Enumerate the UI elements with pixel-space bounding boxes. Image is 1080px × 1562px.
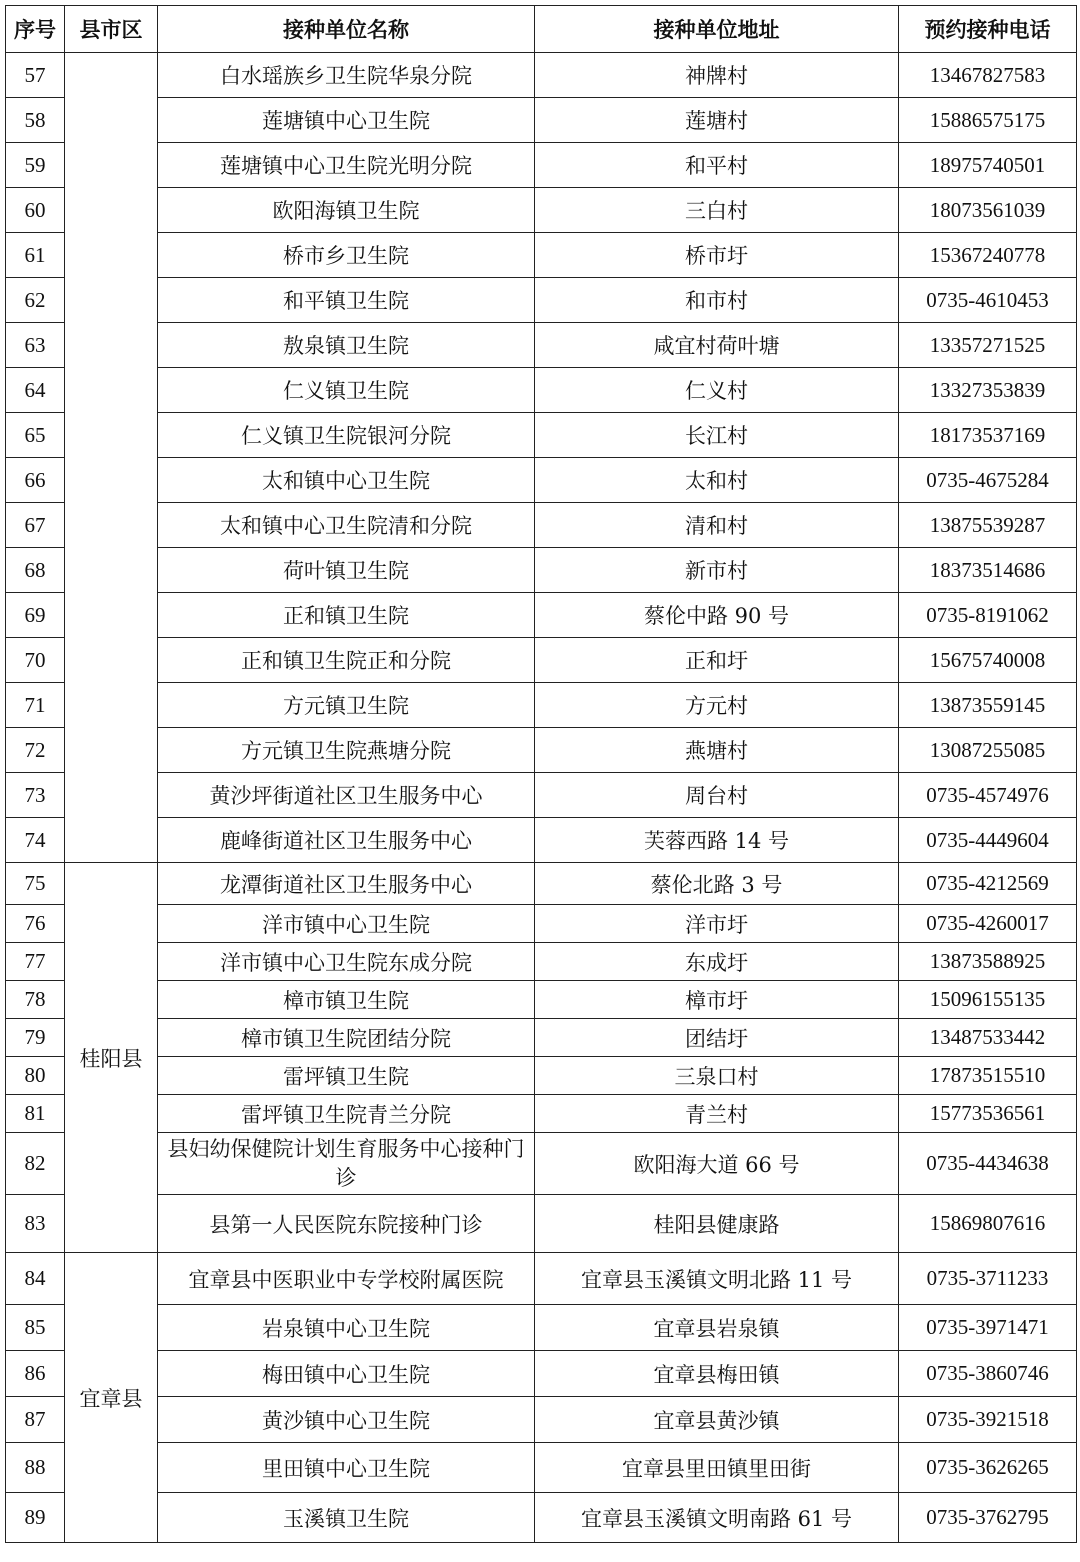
row-seq-cell: 84 [6,1253,65,1305]
county-cell [65,53,158,863]
row-seq-cell: 70 [6,638,65,683]
site-address-cell: 蔡伦中路 90 号 [535,593,899,638]
site-address-cell: 长江村 [535,413,899,458]
phone-cell: 15869807616 [899,1195,1077,1253]
site-name-cell: 洋市镇中心卫生院东成分院 [158,943,535,981]
phone-cell: 0735-3762795 [899,1493,1077,1543]
phone-cell: 0735-8191062 [899,593,1077,638]
site-name-cell: 里田镇中心卫生院 [158,1443,535,1493]
table-row [6,413,1077,458]
site-name-cell: 鹿峰街道社区卫生服务中心 [158,818,535,863]
table-row [6,53,1077,98]
site-name-cell: 白水瑶族乡卫生院华泉分院 [158,53,535,98]
phone-cell: 18975740501 [899,143,1077,188]
site-name-cell: 荷叶镇卫生院 [158,548,535,593]
site-name-cell: 县妇幼保健院计划生育服务中心接种门诊 [158,1133,535,1195]
site-address-cell: 三泉口村 [535,1057,899,1095]
row-seq-cell: 87 [6,1397,65,1443]
phone-cell: 13467827583 [899,53,1077,98]
table-row [6,143,1077,188]
table-row [6,233,1077,278]
site-address-cell: 咸宜村荷叶塘 [535,323,899,368]
phone-cell: 0735-4449604 [899,818,1077,863]
site-address-cell: 仁义村 [535,368,899,413]
site-name-cell: 和平镇卫生院 [158,278,535,323]
site-name-cell: 仁义镇卫生院银河分院 [158,413,535,458]
table-row [6,818,1077,863]
header-site-name: 接种单位名称 [158,6,535,53]
row-seq-cell: 89 [6,1493,65,1543]
row-seq-cell: 83 [6,1195,65,1253]
site-name-cell: 欧阳海镇卫生院 [158,188,535,233]
site-name-cell: 方元镇卫生院 [158,683,535,728]
site-name-cell: 正和镇卫生院正和分院 [158,638,535,683]
site-address-cell: 和平村 [535,143,899,188]
row-seq-cell: 63 [6,323,65,368]
row-seq-cell: 76 [6,905,65,943]
phone-cell: 15675740008 [899,638,1077,683]
table-row [6,368,1077,413]
site-address-cell: 宜章县玉溪镇文明南路 61 号 [535,1493,899,1543]
phone-cell: 15367240778 [899,233,1077,278]
phone-cell: 0735-4434638 [899,1133,1077,1195]
phone-cell: 0735-3921518 [899,1397,1077,1443]
site-address-cell: 桥市圩 [535,233,899,278]
row-seq-cell: 59 [6,143,65,188]
row-seq-cell: 78 [6,981,65,1019]
row-seq-cell: 62 [6,278,65,323]
site-name-cell: 黄沙镇中心卫生院 [158,1397,535,1443]
site-name-cell: 仁义镇卫生院 [158,368,535,413]
site-name-cell: 樟市镇卫生院 [158,981,535,1019]
site-address-cell: 正和圩 [535,638,899,683]
table-row [6,1019,1077,1057]
phone-cell: 18173537169 [899,413,1077,458]
table-row [6,728,1077,773]
county-cell: 宜章县 [65,1253,158,1543]
site-address-cell: 方元村 [535,683,899,728]
row-seq-cell: 82 [6,1133,65,1195]
site-name-cell: 洋市镇中心卫生院 [158,905,535,943]
table-row [6,548,1077,593]
table-row [6,1493,1077,1543]
row-seq-cell: 58 [6,98,65,143]
table-row [6,593,1077,638]
phone-cell: 0735-4212569 [899,863,1077,905]
site-name-cell: 正和镇卫生院 [158,593,535,638]
row-seq-cell: 67 [6,503,65,548]
site-name-cell: 雷坪镇卫生院 [158,1057,535,1095]
site-name-cell: 县第一人民医院东院接种门诊 [158,1195,535,1253]
phone-cell: 15773536561 [899,1095,1077,1133]
header-site-address: 接种单位地址 [535,6,899,53]
site-address-cell: 青兰村 [535,1095,899,1133]
phone-cell: 0735-4260017 [899,905,1077,943]
table-header-row [6,6,1077,53]
header-phone: 预约接种电话 [899,6,1077,53]
site-address-cell: 洋市圩 [535,905,899,943]
phone-cell: 13327353839 [899,368,1077,413]
site-address-cell: 清和村 [535,503,899,548]
table-row [6,1305,1077,1351]
site-address-cell: 莲塘村 [535,98,899,143]
site-address-cell: 宜章县玉溪镇文明北路 11 号 [535,1253,899,1305]
phone-cell: 13487533442 [899,1019,1077,1057]
vaccination-sites-table [5,5,1077,1543]
site-address-cell: 宜章县里田镇里田街 [535,1443,899,1493]
row-seq-cell: 81 [6,1095,65,1133]
vaccination-sites-table-container [5,5,1077,1543]
row-seq-cell: 88 [6,1443,65,1493]
table-row [6,1253,1077,1305]
table-row [6,638,1077,683]
site-name-cell: 龙潭街道社区卫生服务中心 [158,863,535,905]
row-seq-cell: 71 [6,683,65,728]
row-seq-cell: 77 [6,943,65,981]
site-name-cell: 樟市镇卫生院团结分院 [158,1019,535,1057]
row-seq-cell: 72 [6,728,65,773]
table-row [6,323,1077,368]
row-seq-cell: 80 [6,1057,65,1095]
table-row [6,1351,1077,1397]
table-row [6,943,1077,981]
header-county: 县市区 [65,6,158,53]
phone-cell: 0735-3860746 [899,1351,1077,1397]
phone-cell: 18073561039 [899,188,1077,233]
site-name-cell: 桥市乡卫生院 [158,233,535,278]
table-body [6,53,1077,1543]
site-name-cell: 太和镇中心卫生院 [158,458,535,503]
site-address-cell: 樟市圩 [535,981,899,1019]
table-row [6,981,1077,1019]
phone-cell: 0735-3626265 [899,1443,1077,1493]
row-seq-cell: 60 [6,188,65,233]
phone-cell: 15886575175 [899,98,1077,143]
phone-cell: 0735-3711233 [899,1253,1077,1305]
site-address-cell: 宜章县黄沙镇 [535,1397,899,1443]
county-cell: 桂阳县 [65,863,158,1253]
row-seq-cell: 86 [6,1351,65,1397]
header-seq: 序号 [6,6,65,53]
phone-cell: 0735-4574976 [899,773,1077,818]
site-name-cell: 莲塘镇中心卫生院光明分院 [158,143,535,188]
table-row [6,683,1077,728]
site-name-cell: 方元镇卫生院燕塘分院 [158,728,535,773]
table-row [6,863,1077,905]
site-address-cell: 神牌村 [535,53,899,98]
site-name-cell: 敖泉镇卫生院 [158,323,535,368]
phone-cell: 0735-4675284 [899,458,1077,503]
table-row [6,1443,1077,1493]
row-seq-cell: 69 [6,593,65,638]
site-address-cell: 芙蓉西路 14 号 [535,818,899,863]
site-address-cell: 团结圩 [535,1019,899,1057]
site-name-cell: 岩泉镇中心卫生院 [158,1305,535,1351]
site-address-cell: 桂阳县健康路 [535,1195,899,1253]
table-row [6,188,1077,233]
row-seq-cell: 74 [6,818,65,863]
row-seq-cell: 68 [6,548,65,593]
row-seq-cell: 64 [6,368,65,413]
table-row [6,278,1077,323]
phone-cell: 13873588925 [899,943,1077,981]
row-seq-cell: 57 [6,53,65,98]
site-address-cell: 宜章县岩泉镇 [535,1305,899,1351]
phone-cell: 13875539287 [899,503,1077,548]
table-row [6,1133,1077,1195]
site-name-cell: 黄沙坪街道社区卫生服务中心 [158,773,535,818]
table-row [6,773,1077,818]
site-address-cell: 太和村 [535,458,899,503]
site-name-cell: 雷坪镇卫生院青兰分院 [158,1095,535,1133]
table-row [6,503,1077,548]
phone-cell: 0735-4610453 [899,278,1077,323]
row-seq-cell: 79 [6,1019,65,1057]
table-row [6,905,1077,943]
site-address-cell: 东成圩 [535,943,899,981]
site-name-cell: 梅田镇中心卫生院 [158,1351,535,1397]
site-address-cell: 三白村 [535,188,899,233]
site-address-cell: 宜章县梅田镇 [535,1351,899,1397]
table-row [6,458,1077,503]
site-address-cell: 新市村 [535,548,899,593]
table-row [6,1195,1077,1253]
table-row [6,98,1077,143]
phone-cell: 13873559145 [899,683,1077,728]
table-row [6,1397,1077,1443]
row-seq-cell: 61 [6,233,65,278]
row-seq-cell: 65 [6,413,65,458]
phone-cell: 13087255085 [899,728,1077,773]
site-address-cell: 欧阳海大道 66 号 [535,1133,899,1195]
site-name-cell: 莲塘镇中心卫生院 [158,98,535,143]
phone-cell: 17873515510 [899,1057,1077,1095]
site-name-cell: 太和镇中心卫生院清和分院 [158,503,535,548]
phone-cell: 18373514686 [899,548,1077,593]
phone-cell: 0735-3971471 [899,1305,1077,1351]
row-seq-cell: 85 [6,1305,65,1351]
site-address-cell: 蔡伦北路 3 号 [535,863,899,905]
row-seq-cell: 75 [6,863,65,905]
phone-cell: 13357271525 [899,323,1077,368]
site-address-cell: 周台村 [535,773,899,818]
phone-cell: 15096155135 [899,981,1077,1019]
row-seq-cell: 73 [6,773,65,818]
table-row [6,1095,1077,1133]
table-row [6,1057,1077,1095]
site-address-cell: 燕塘村 [535,728,899,773]
site-name-cell: 玉溪镇卫生院 [158,1493,535,1543]
site-address-cell: 和市村 [535,278,899,323]
site-name-cell: 宜章县中医职业中专学校附属医院 [158,1253,535,1305]
row-seq-cell: 66 [6,458,65,503]
